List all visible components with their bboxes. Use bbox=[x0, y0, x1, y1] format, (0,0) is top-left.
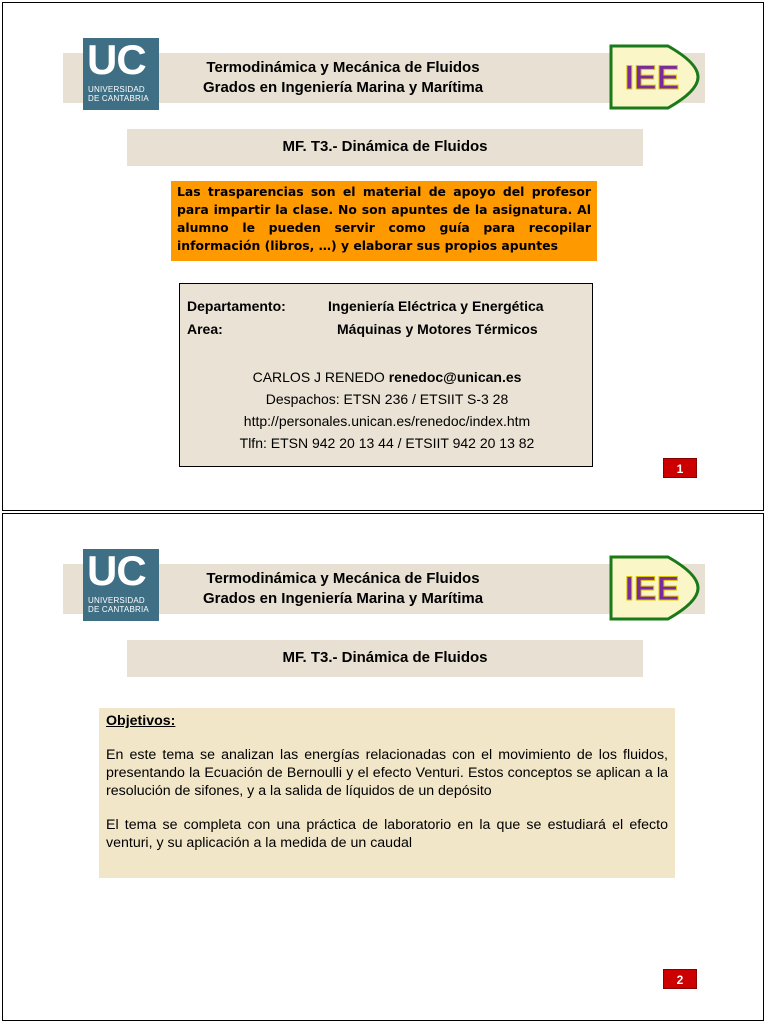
office-line: Despachos: ETSN 236 / ETSIIT S-3 28 bbox=[265, 391, 509, 407]
area-label: Area: bbox=[187, 321, 223, 337]
website-url[interactable]: http://personales.unican.es/renedoc/index.htm bbox=[243, 413, 531, 429]
objectives-paragraph-1: En este tema se analizan las energías relacionadas con el movimiento de los fluidos, presentando la Ecuación de Bernoulli y el efecto Venturi. Estos conceptos se aplican a la resolución de sifones, y a la salida de líquidos de un depósito bbox=[106, 747, 668, 799]
page-number: 1 bbox=[663, 458, 697, 478]
objectives-heading: Objetivos: bbox=[106, 713, 176, 729]
course-title-line2: Grados en Ingeniería Marina y Marítima bbox=[202, 79, 484, 96]
iee-logo-text: IEE bbox=[624, 59, 680, 97]
uc-logo-line2: DE CANTABRIA bbox=[88, 94, 149, 103]
iee-logo-text: IEE bbox=[624, 570, 680, 608]
author-line bbox=[180, 369, 594, 385]
phone-line: Tlfn: ETSN 942 20 13 44 / ETSIIT 942 20 13 82 bbox=[239, 435, 535, 451]
department-value: Ingeniería Eléctrica y Energética bbox=[328, 298, 544, 314]
uc-logo-text: UC bbox=[87, 36, 146, 83]
objectives-box bbox=[99, 708, 675, 878]
author-email[interactable]: renedoc@unican.es bbox=[388, 369, 522, 385]
course-title-line2: Grados en Ingeniería Marina y Marítima bbox=[202, 590, 484, 607]
course-title-line1: Termodinámica y Mecánica de Fluidos bbox=[206, 59, 480, 76]
iee-logo bbox=[608, 43, 700, 111]
slide-title: MF. T3.- Dinámica de Fluidos bbox=[282, 649, 488, 666]
uc-logo-subtitle bbox=[88, 596, 149, 614]
uc-logo-line2: DE CANTABRIA bbox=[88, 605, 149, 614]
iee-logo bbox=[608, 554, 700, 622]
disclaimer-notice: Las trasparencias son el material de apoyo del profesor para impartir la clase. No son apuntes de la asignatura. Al alumno le pueden servir como guía para recopilar información (libros, …) y elaborar sus propios apuntes bbox=[171, 181, 597, 261]
page-number: 2 bbox=[663, 969, 697, 989]
uc-logo-line1: UNIVERSIDAD bbox=[88, 596, 145, 605]
objectives-paragraph-2: El tema se completa con una práctica de laboratorio en la que se estudiará el efecto venturi, y su aplicación a la medida de un caudal bbox=[106, 817, 668, 851]
slide-title: MF. T3.- Dinámica de Fluidos bbox=[282, 138, 488, 155]
uc-logo bbox=[83, 38, 159, 110]
uc-logo bbox=[83, 549, 159, 621]
uc-logo-subtitle bbox=[88, 85, 149, 103]
department-label: Departamento: bbox=[187, 298, 286, 314]
author-name: CARLOS J RENEDO bbox=[252, 369, 385, 385]
uc-logo-line1: UNIVERSIDAD bbox=[88, 85, 145, 94]
slide-2 bbox=[2, 513, 764, 1021]
department-box bbox=[179, 283, 593, 467]
uc-logo-text: UC bbox=[87, 547, 146, 594]
course-title bbox=[193, 569, 493, 609]
course-title-line1: Termodinámica y Mecánica de Fluidos bbox=[206, 570, 480, 587]
course-title bbox=[193, 58, 493, 98]
slide-1 bbox=[2, 2, 764, 511]
area-value: Máquinas y Motores Térmicos bbox=[337, 321, 538, 337]
